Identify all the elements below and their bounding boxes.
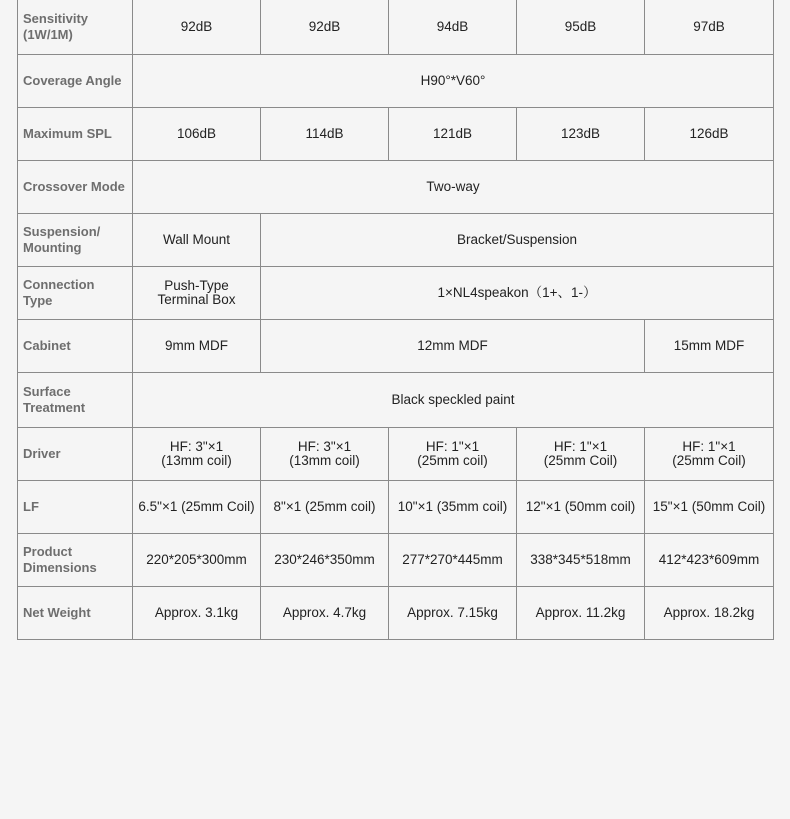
table-cell: 10"×1 (35mm coil) <box>389 481 517 534</box>
table-row <box>18 214 774 267</box>
table-cell: 277*270*445mm <box>389 534 517 587</box>
table-cell: 412*423*609mm <box>645 534 774 587</box>
table-cell: 106dB <box>133 108 261 161</box>
table-cell: Black speckled paint <box>133 373 774 428</box>
row-label: Surface Treatment <box>18 373 133 428</box>
table-cell: 338*345*518mm <box>517 534 645 587</box>
table-cell: 95dB <box>517 0 645 55</box>
table-row <box>18 587 774 640</box>
row-label: Connection Type <box>18 267 133 320</box>
row-label: Crossover Mode <box>18 161 133 214</box>
row-label: Driver <box>18 428 133 481</box>
table-cell: 12mm MDF <box>261 320 645 373</box>
row-label: Suspension/ Mounting <box>18 214 133 267</box>
table-cell: HF: 1"×1 (25mm Coil) <box>645 428 774 481</box>
table-cell: Approx. 7.15kg <box>389 587 517 640</box>
table-row <box>18 320 774 373</box>
table-row <box>18 0 774 55</box>
table-row <box>18 481 774 534</box>
table-cell: Wall Mount <box>133 214 261 267</box>
table-row <box>18 161 774 214</box>
table-cell: 114dB <box>261 108 389 161</box>
row-label: Maximum SPL <box>18 108 133 161</box>
table-cell: Bracket/Suspension <box>261 214 774 267</box>
row-label: Cabinet <box>18 320 133 373</box>
table-row <box>18 267 774 320</box>
table-cell: 9mm MDF <box>133 320 261 373</box>
table-cell: H90°*V60° <box>133 55 774 108</box>
table-cell: Approx. 4.7kg <box>261 587 389 640</box>
table-cell: 92dB <box>261 0 389 55</box>
table-row <box>18 373 774 428</box>
table-cell: HF: 1"×1 (25mm coil) <box>389 428 517 481</box>
table-cell: 8"×1 (25mm coil) <box>261 481 389 534</box>
table-cell: Push-Type Terminal Box <box>133 267 261 320</box>
table-cell: 15"×1 (50mm Coil) <box>645 481 774 534</box>
table-cell: 220*205*300mm <box>133 534 261 587</box>
table-cell: 230*246*350mm <box>261 534 389 587</box>
table-row <box>18 534 774 587</box>
table-cell: 97dB <box>645 0 774 55</box>
table-cell: 15mm MDF <box>645 320 774 373</box>
table-row <box>18 55 774 108</box>
table-cell: Approx. 11.2kg <box>517 587 645 640</box>
row-label: LF <box>18 481 133 534</box>
table-row <box>18 108 774 161</box>
table-cell: 126dB <box>645 108 774 161</box>
table-cell: Approx. 18.2kg <box>645 587 774 640</box>
table-cell: 123dB <box>517 108 645 161</box>
table-cell: 6.5"×1 (25mm Coil) <box>133 481 261 534</box>
spec-table <box>17 0 774 640</box>
table-cell: 94dB <box>389 0 517 55</box>
row-label: Product Dimensions <box>18 534 133 587</box>
table-cell: HF: 1"×1 (25mm Coil) <box>517 428 645 481</box>
table-row <box>18 428 774 481</box>
table-cell: 121dB <box>389 108 517 161</box>
table-cell: HF: 3"×1 (13mm coil) <box>261 428 389 481</box>
table-cell: 1×NL4speakon（1+、1-） <box>261 267 774 320</box>
table-cell: HF: 3"×1 (13mm coil) <box>133 428 261 481</box>
row-label: Sensitivity (1W/1M) <box>18 0 133 55</box>
table-cell: 12"×1 (50mm coil) <box>517 481 645 534</box>
row-label: Net Weight <box>18 587 133 640</box>
table-cell: Two-way <box>133 161 774 214</box>
row-label: Coverage Angle <box>18 55 133 108</box>
table-cell: 92dB <box>133 0 261 55</box>
table-cell: Approx. 3.1kg <box>133 587 261 640</box>
